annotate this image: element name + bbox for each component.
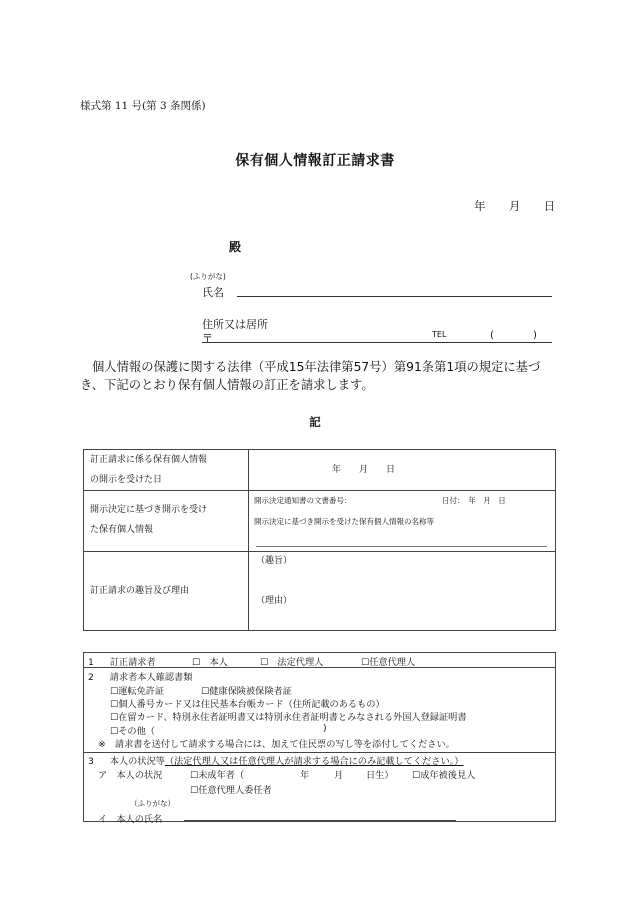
address-input-line[interactable] (202, 342, 552, 343)
birth-month-label: 月 (334, 770, 344, 781)
checkbox-drivers-license[interactable]: ☐運転免許証 (110, 686, 165, 697)
requester-type-row: 1 訂正請求者 (88, 657, 156, 668)
checkbox-voluntary-rep[interactable]: ☐任意代理人 (361, 657, 416, 668)
form-number: 様式第 11 号(第 3 条関係) (80, 100, 206, 112)
disclosure-date-value[interactable]: 年 月 日 (332, 465, 396, 475)
doc-number-label: 開示決定通知書の文書番号： (254, 496, 352, 505)
addressee-suffix: 殿 (229, 240, 242, 254)
reason-label: （理由） (256, 596, 293, 606)
name-input-line[interactable] (237, 296, 552, 297)
birth-year-label: 年 (300, 770, 310, 781)
purpose-label: （趣旨） (256, 556, 293, 566)
mail-note: ※ 請求書を送付して請求する場合には、加えて住民票の写し等を添付してください。 (98, 739, 455, 750)
notice-date-label: 日付： 年 月 日 (442, 496, 506, 505)
date-year-label: 年 (474, 199, 488, 213)
principal-status-heading: 3 本人の状況等（法定代理人又は任意代理人が請求する場合にのみ記載してください。） (88, 756, 464, 767)
principal-status-label: ア 本人の状況 (98, 770, 163, 781)
tel-label: TEL (432, 330, 447, 339)
table-divider (248, 450, 249, 630)
disclosed-info-label: 開示決定に基づき開示を受け た保有個人情報 (90, 505, 208, 535)
checkbox-health-insurance[interactable]: ☐健康保険被保険者証 (201, 686, 292, 697)
checkbox-legal-rep[interactable]: ☐ 法定代理人 (260, 657, 324, 668)
address-label: 住所又は居所 (202, 318, 268, 331)
ki-heading: 記 (309, 415, 321, 429)
principal-furigana-label: （ふりがな） (130, 799, 175, 808)
checkbox-other[interactable]: ☐その他（ (110, 726, 155, 737)
document-title: 保有個人情報訂正請求書 (235, 153, 395, 169)
checkbox-mynumber-card[interactable]: ☐個人番号カード又は住民基本台帳カード（住所記載のあるもの） (110, 699, 385, 710)
postal-mark: 〒 (202, 332, 213, 345)
requester-info-table (83, 652, 556, 825)
date-field (474, 198, 557, 214)
info-name-label: 開示決定に基づき開示を受けた保有個人情報の名称等 (254, 517, 434, 526)
table-divider (84, 551, 555, 552)
checkbox-principal-delegator[interactable]: ☐任意代理人委任者 (190, 785, 272, 796)
tel-paren-open: ( (490, 330, 494, 341)
other-paren-close: ) (323, 723, 327, 734)
id-docs-heading: 2 請求者本人確認書類 (88, 672, 193, 683)
info-name-input-line[interactable] (256, 546, 547, 547)
request-statement: 個人情報の保護に関する法律（平成15年法律第57号）第91条第1項の規定に基づき、下記のとおり保有個人情報の訂正を請求します。 (80, 360, 541, 392)
principal-name-input-line[interactable] (184, 820, 456, 821)
checkbox-self[interactable]: ☐ 本人 (192, 657, 228, 668)
purpose-reason-label: 訂正請求の趣旨及び理由 (90, 586, 190, 596)
tel-paren-close: ) (533, 330, 537, 341)
date-month-label: 月 (508, 199, 523, 213)
principal-name-label: イ 本人の氏名 (98, 814, 163, 825)
date-day-label: 日 (543, 199, 558, 213)
checkbox-residence-card[interactable]: ☐在留カード、特別永住者証明書又は特別永住者証明書とみなされる外国人登録証明書 (110, 712, 467, 723)
checkbox-minor[interactable]: ☐未成年者（ (190, 770, 245, 781)
furigana-label: (ふりがな) (190, 272, 226, 281)
request-details-table (83, 449, 556, 631)
birth-day-label: 日生） (366, 770, 394, 781)
name-label: 氏名 (202, 286, 224, 299)
disclosure-date-label: 訂正請求に係る保有個人情報 の開示を受けた日 (90, 455, 208, 485)
checkbox-adult-ward[interactable]: ☐成年被後見人 (412, 770, 476, 781)
table-divider (84, 490, 555, 491)
